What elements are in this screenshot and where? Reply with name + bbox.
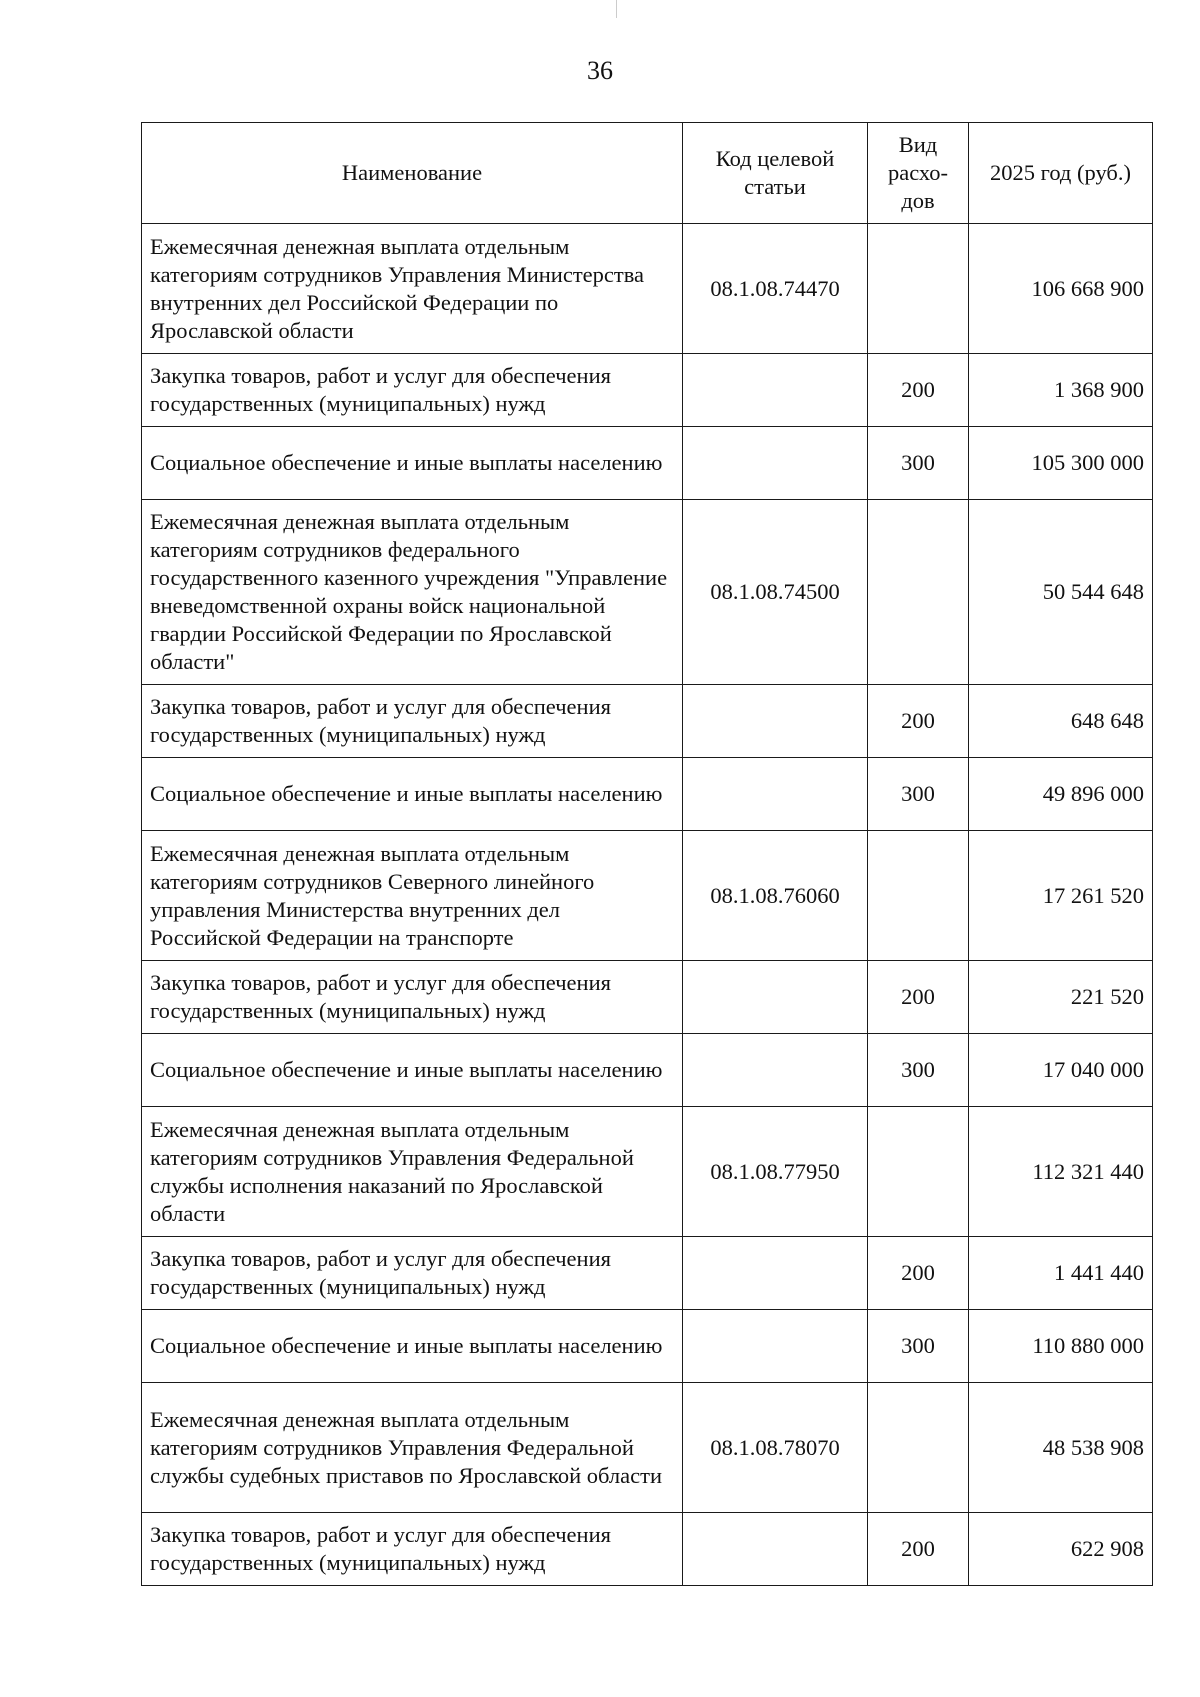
cell-sum: 1 368 900 [969,354,1153,427]
table-row [142,354,1153,427]
cell-name: Ежемесячная денежная выплата отдельным категориям сотрудников Северного линейного управления Министерства внутренних дел Российской Федерации на транспорте [142,831,683,961]
cell-code [683,354,868,427]
table-row [142,1237,1153,1310]
cell-name: Социальное обеспечение и иные выплаты населению [142,1310,683,1383]
table-row [142,1383,1153,1513]
cell-code: 08.1.08.78070 [683,1383,868,1513]
page-number: 36 [587,56,613,85]
header-sum: 2025 год (руб.) [969,123,1153,224]
table-row [142,500,1153,685]
cell-code [683,961,868,1034]
table-row [142,961,1153,1034]
cell-code [683,1513,868,1586]
header-code: Код целевой статьи [683,123,868,224]
header-type: Вид расхо-дов [868,123,969,224]
cell-code [683,427,868,500]
budget-table [141,122,1153,1586]
cell-name: Закупка товаров, работ и услуг для обеспечения государственных (муниципальных) нужд [142,354,683,427]
header-name: Наименование [142,123,683,224]
cell-name: Закупка товаров, работ и услуг для обеспечения государственных (муниципальных) нужд [142,961,683,1034]
cell-type [868,1383,969,1513]
cell-sum: 50 544 648 [969,500,1153,685]
cell-sum: 221 520 [969,961,1153,1034]
table-row [142,1107,1153,1237]
cell-name: Закупка товаров, работ и услуг для обеспечения государственных (муниципальных) нужд [142,1513,683,1586]
cell-type: 300 [868,1310,969,1383]
cell-type: 200 [868,1513,969,1586]
cell-name: Социальное обеспечение и иные выплаты населению [142,427,683,500]
table-row [142,224,1153,354]
cell-type [868,1107,969,1237]
table-body [142,224,1153,1586]
cell-sum: 106 668 900 [969,224,1153,354]
table-header-row [142,123,1153,224]
cell-code [683,1310,868,1383]
table-row [142,1034,1153,1107]
cell-name: Социальное обеспечение и иные выплаты населению [142,758,683,831]
cell-name: Социальное обеспечение и иные выплаты населению [142,1034,683,1107]
cell-code [683,685,868,758]
cell-type [868,500,969,685]
cell-sum: 622 908 [969,1513,1153,1586]
cell-sum: 48 538 908 [969,1383,1153,1513]
table-row [142,427,1153,500]
cell-sum: 17 040 000 [969,1034,1153,1107]
table-row [142,831,1153,961]
cell-type: 200 [868,685,969,758]
scan-edge-mark [616,0,617,18]
cell-code [683,1237,868,1310]
table-row [142,1513,1153,1586]
cell-code: 08.1.08.74470 [683,224,868,354]
cell-type: 300 [868,758,969,831]
cell-type: 200 [868,961,969,1034]
cell-sum: 105 300 000 [969,427,1153,500]
cell-code: 08.1.08.76060 [683,831,868,961]
cell-name: Закупка товаров, работ и услуг для обеспечения государственных (муниципальных) нужд [142,1237,683,1310]
cell-type: 200 [868,354,969,427]
cell-name: Ежемесячная денежная выплата отдельным категориям сотрудников Управления Федеральной службы судебных приставов по Ярославской области [142,1383,683,1513]
cell-sum: 1 441 440 [969,1237,1153,1310]
cell-type [868,224,969,354]
table-row [142,685,1153,758]
cell-type: 300 [868,1034,969,1107]
cell-sum: 112 321 440 [969,1107,1153,1237]
cell-type: 300 [868,427,969,500]
cell-code: 08.1.08.77950 [683,1107,868,1237]
cell-code [683,758,868,831]
cell-code [683,1034,868,1107]
cell-sum: 648 648 [969,685,1153,758]
cell-type [868,831,969,961]
cell-type: 200 [868,1237,969,1310]
cell-sum: 49 896 000 [969,758,1153,831]
table-row [142,1310,1153,1383]
cell-sum: 17 261 520 [969,831,1153,961]
cell-name: Ежемесячная денежная выплата отдельным категориям сотрудников Управления Министерства внутренних дел Российской Федерации по Ярославской области [142,224,683,354]
cell-name: Ежемесячная денежная выплата отдельным категориям сотрудников Управления Федеральной службы исполнения наказаний по Ярославской области [142,1107,683,1237]
cell-name: Закупка товаров, работ и услуг для обеспечения государственных (муниципальных) нужд [142,685,683,758]
table-row [142,758,1153,831]
cell-name: Ежемесячная денежная выплата отдельным категориям сотрудников федерального государственного казенного учреждения "Управление вневедомственной охраны войск национальной гвардии Российской Федерации по Ярославской области" [142,500,683,685]
cell-sum: 110 880 000 [969,1310,1153,1383]
cell-code: 08.1.08.74500 [683,500,868,685]
